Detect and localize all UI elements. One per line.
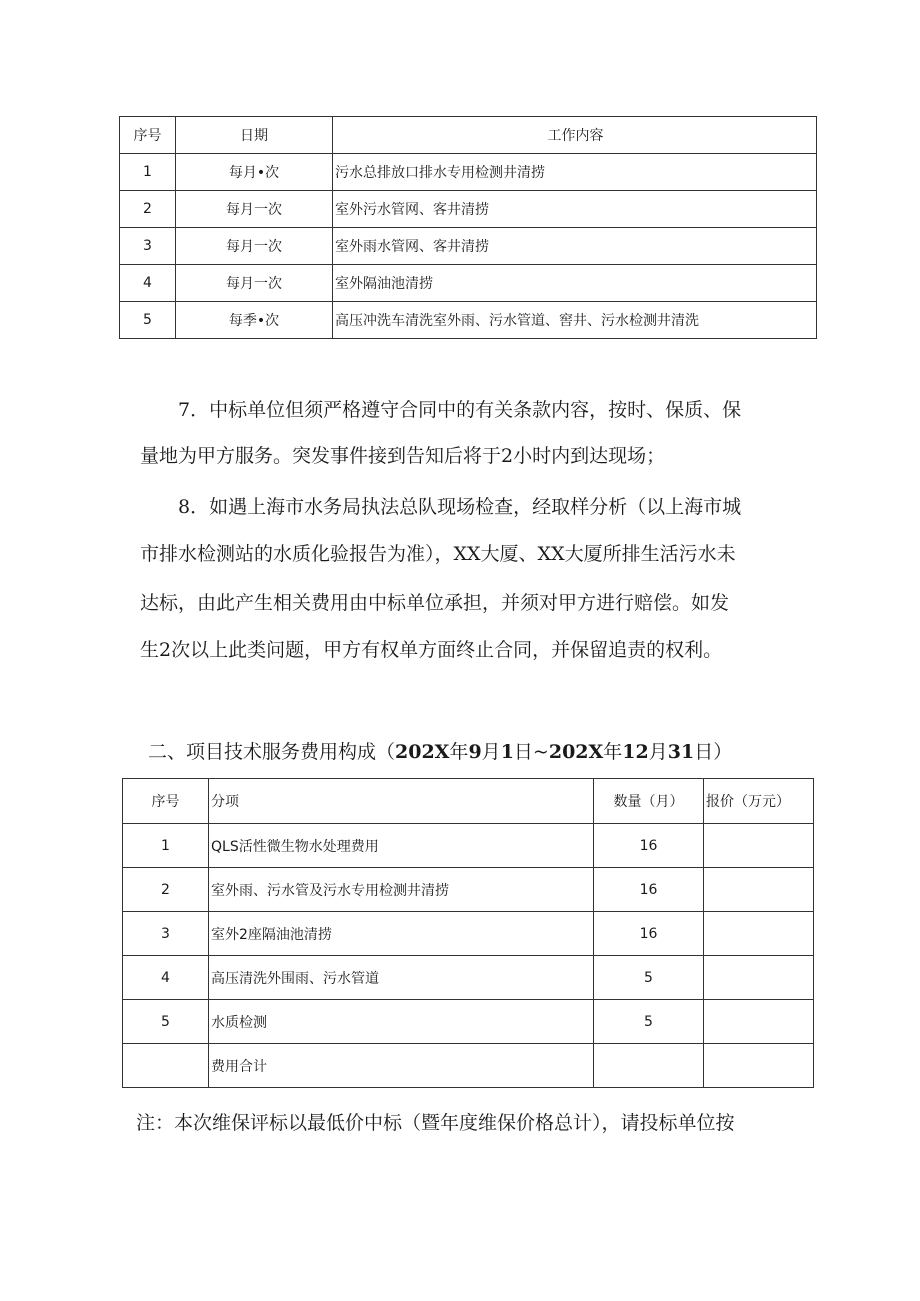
heading-text: 月	[481, 741, 501, 763]
paragraph-8-line-2: 市排水检测站的水质化验报告为准），XX大厦、XX大厦所排生活污水未	[140, 543, 736, 565]
header-quote: 报价（万元）	[704, 779, 814, 824]
row-item: 费用合计	[209, 1044, 594, 1088]
table-row	[120, 191, 817, 228]
row-quantity: 5	[594, 956, 704, 1000]
row-index: 3	[123, 912, 209, 956]
heading-text: 月	[648, 741, 668, 763]
row-index: 4	[120, 265, 176, 302]
row-item: 高压清洗外围雨、污水管道	[209, 956, 594, 1000]
heading-month-end: 12	[622, 741, 649, 763]
row-item: 室外雨、污水管及污水专用检测井清捞	[209, 868, 594, 912]
table-row	[120, 302, 817, 339]
table-row	[123, 824, 814, 868]
row-work: 高压冲洗车清洗室外雨、污水管道、窖井、污水检测井清洗	[333, 302, 817, 339]
heading-text: 年	[603, 741, 623, 763]
table-row	[120, 228, 817, 265]
row-quote	[704, 1044, 814, 1088]
paragraph-8-line-4: 生2次以上此类问题，甲方有权单方面终止合同，并保留追责的权利。	[140, 639, 723, 661]
paragraph-7-line-1: 7．中标单位但须严格遵守合同中的有关条款内容，按时、保质、保	[178, 399, 742, 421]
note-text: 注：本次维保评标以最低价中标（暨年度维保价格总计），请投标单位按	[136, 1112, 735, 1134]
row-quote	[704, 956, 814, 1000]
table-row	[123, 912, 814, 956]
header-index: 序号	[123, 779, 209, 824]
row-index: 5	[120, 302, 176, 339]
row-work: 室外污水管网、客井清捞	[333, 191, 817, 228]
row-quantity: 5	[594, 1000, 704, 1044]
heading-month-start: 9	[468, 741, 482, 763]
table-row	[120, 154, 817, 191]
row-index: 5	[123, 1000, 209, 1044]
row-work: 室外雨水管网、客井清捞	[333, 228, 817, 265]
schedule-header-row	[120, 117, 817, 154]
row-item: 水质检测	[209, 1000, 594, 1044]
row-quote	[704, 1000, 814, 1044]
row-quantity: 16	[594, 824, 704, 868]
row-date: 每月•次	[176, 154, 333, 191]
header-work: 工作内容	[333, 117, 817, 154]
heading-text: 日~	[513, 741, 549, 763]
row-index: 1	[123, 824, 209, 868]
row-work: 室外隔油池清捞	[333, 265, 817, 302]
row-index	[123, 1044, 209, 1088]
row-index: 4	[123, 956, 209, 1000]
row-quote	[704, 868, 814, 912]
header-date: 日期	[176, 117, 333, 154]
row-index: 2	[123, 868, 209, 912]
table-row	[120, 265, 817, 302]
table-row	[123, 1000, 814, 1044]
row-quantity: 16	[594, 912, 704, 956]
heading-text: 日）	[694, 741, 733, 763]
header-quantity: 数量（月）	[594, 779, 704, 824]
row-index: 1	[120, 154, 176, 191]
row-date: 每月一次	[176, 265, 333, 302]
heading-year-start: 202X	[395, 741, 450, 763]
row-date: 每月一次	[176, 228, 333, 265]
heading-text: 年	[449, 741, 469, 763]
cost-table	[122, 778, 814, 1088]
header-item: 分项	[209, 779, 594, 824]
heading-day-end: 31	[667, 741, 695, 763]
paragraph-7-line-2: 量地为甲方服务。突发事件接到告知后将于2小时内到达现场；	[140, 445, 666, 467]
row-date: 每季•次	[176, 302, 333, 339]
row-date: 每月一次	[176, 191, 333, 228]
paragraph-8-line-1: 8．如遇上海市水务局执法总队现场检查，经取样分析（以上海市城	[178, 496, 742, 518]
row-quantity	[594, 1044, 704, 1088]
row-index: 2	[120, 191, 176, 228]
section-heading	[148, 742, 732, 762]
schedule-table	[119, 116, 817, 339]
table-row	[123, 868, 814, 912]
total-row	[123, 1044, 814, 1088]
row-work: 污水总排放口排水专用检测井清捞	[333, 154, 817, 191]
row-quote	[704, 824, 814, 868]
heading-prefix: 二、项目技术服务费用构成（	[148, 741, 396, 763]
cost-header-row	[123, 779, 814, 824]
heading-day-start: 1	[500, 741, 514, 763]
row-quantity: 16	[594, 868, 704, 912]
row-item: 室外2座隔油池清捞	[209, 912, 594, 956]
paragraph-8-line-3: 达标，由此产生相关费用由中标单位承担，并须对甲方进行赔偿。如发	[140, 592, 730, 614]
header-index: 序号	[120, 117, 176, 154]
row-index: 3	[120, 228, 176, 265]
heading-year-end: 202X	[548, 741, 604, 763]
row-item: QLS活性微生物水处理费用	[209, 824, 594, 868]
row-quote	[704, 912, 814, 956]
table-row	[123, 956, 814, 1000]
